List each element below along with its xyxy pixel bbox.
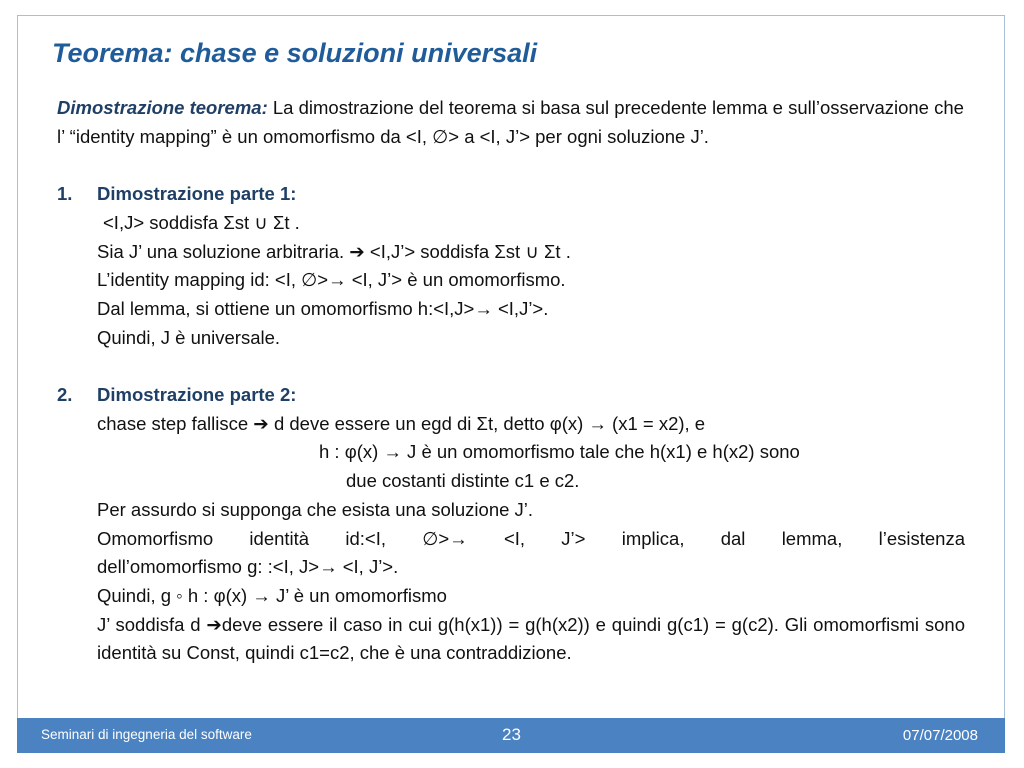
slide-content (57, 94, 965, 668)
part2-constants-line: due costanti distinte c1 e c2. (346, 470, 580, 492)
part2-chase-line: chase step fallisce ➔ d deve essere un egd di Σt, detto φ(x) → (x1 = x2), e (97, 412, 706, 434)
part2-h-line: h : φ(x) → J è un omomorfismo tale che h(x1) e h(x2) sono (319, 441, 800, 463)
part2-absurd-line: Per assurdo si supponga che esista una soluzione J’. (97, 498, 534, 520)
spacer (57, 151, 965, 180)
part2-omo-line: dell’omomorfismo g: :<I, J>→ <I, J’>. (97, 556, 399, 578)
part1-line: Quindi, J è universale. (97, 326, 281, 348)
part2-quindi-line: Quindi, g ◦ h : φ(x) → J’ è un omomorfismo (97, 584, 447, 606)
footer-page-number: 23 (502, 725, 521, 744)
part1-line: Dal lemma, si ottiene un omomorfismo h:<I,J>→ <I,J’>. (97, 297, 549, 319)
footer-date: 07/07/2008 (902, 727, 978, 744)
slide-title: Teorema: chase e soluzioni universali (52, 38, 538, 68)
intro-paragraph (57, 94, 965, 151)
intro-label: Dimostrazione teorema: (57, 97, 268, 118)
part1-line: L’identity mapping id: <I, ∅>→ <I, J’> è un omomorfismo. (97, 269, 566, 291)
part1-line: <I,J> soddisfa Σst ∪ Σt . (103, 211, 300, 233)
part2-number: 2. (57, 384, 73, 405)
part2-final-paragraph: J’ soddisfa d ➔deve essere il caso in cui g(h(x1)) = g(h(x2)) e quindi g(c1) = g(c2). Gli omomorfismi sono identità su Const, quindi c1=c2, che è una contraddizione. (97, 613, 965, 664)
footer-course: Seminari di ingegneria del software (41, 727, 252, 742)
part1-heading (57, 180, 965, 209)
part1-line: Sia J’ una soluzione arbitraria. ➔ <I,J’> soddisfa Σst ∪ Σt . (97, 240, 571, 262)
part2-heading (57, 381, 965, 410)
part1-number: 1. (57, 183, 73, 205)
part2-heading-text: Dimostrazione parte 2: (97, 384, 297, 405)
spacer (57, 352, 965, 381)
footer-bar (17, 718, 1005, 753)
part1-heading-text: Dimostrazione parte 1: (97, 183, 297, 205)
part2-omo-line: Omomorfismo identità id:<I, ∅>→ <I, J’> implica, dal lemma, l’esistenza (97, 527, 965, 549)
intro-text: La dimostrazione del teorema si basa sul precedente lemma e sull’osservazione che l’ “identity mapping” è un omomorfismo da <I, ∅> a <I, J’> per ogni soluzione J’. (57, 97, 964, 147)
